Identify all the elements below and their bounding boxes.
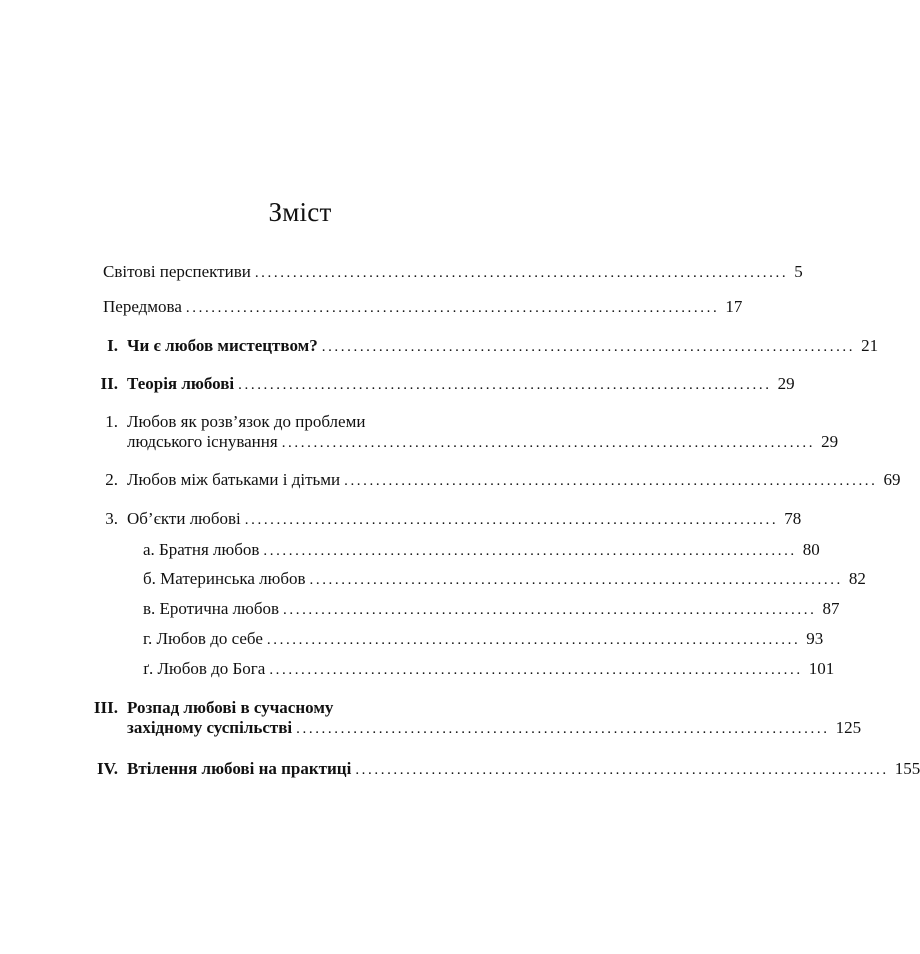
toc-page-number: 5 [794,262,803,281]
toc-entry-section-1[interactable] [127,430,839,454]
toc-page-number: 78 [784,509,802,528]
toc-section-number: 1. [105,412,118,431]
toc-entry-subsection-v[interactable] [143,597,840,621]
dot-leader: .................................................................................... [296,721,830,737]
toc-page-number: 80 [802,540,820,559]
toc-page-number: 87 [822,599,840,618]
toc-page-number: 17 [725,297,743,316]
dot-leader: .................................................................................... [281,435,816,451]
dot-leader: .................................................................................... [266,632,801,648]
toc-page-number: 101 [808,659,835,678]
dot-leader: .................................................................................... [355,762,889,778]
toc-page-number: 29 [821,432,839,451]
dot-leader: .................................................................................... [244,512,779,528]
dot-leader: .................................................................................... [321,339,856,355]
toc-entry-chapter-4[interactable] [127,757,920,781]
toc-entry-section-3[interactable] [127,507,802,531]
dot-leader: .................................................................................... [344,473,878,489]
toc-label: західному суспільстві [127,718,293,737]
toc-entry-section-2[interactable] [127,468,901,492]
toc-page-number: 82 [848,569,866,588]
dot-leader: .................................................................................... [309,572,843,588]
toc-label: Світові перспективи [103,262,251,281]
toc-label: Любов між батьками і дітьми [127,470,341,489]
toc-label: Передмова [103,297,182,316]
toc-chapter-number: III. [93,698,118,717]
toc-label: Чи є любов мистецтвом? [127,336,318,355]
dot-leader: .................................................................................... [283,602,817,618]
toc-chapter-number: IV. [97,759,118,778]
toc-label: ґ. Любов до Бога [143,659,266,678]
toc-section-number: 2. [105,470,118,489]
toc-label: Об’єкти любові [127,509,241,528]
toc-label: а. Братня любов [143,540,260,559]
toc-label-line1: Любов як розв’язок до проблеми [127,412,366,431]
toc-section-number: 3. [105,509,118,528]
toc-label: в. Еротична любов [143,599,280,618]
page-title: Зміст [268,197,332,227]
dot-leader: .................................................................................... [254,265,789,281]
toc-chapter-number: I. [107,336,118,355]
dot-leader: .................................................................................... [269,662,803,678]
toc-label: людського існування [127,432,278,451]
toc-entry-world-perspectives[interactable] [103,260,803,284]
toc-entry-chapter-1[interactable] [127,334,879,358]
toc-page-number: 125 [835,718,862,737]
toc-page-number: 69 [883,470,901,489]
toc-entry-subsection-b[interactable] [143,567,866,591]
toc-page-number: 155 [894,759,920,778]
toc-entry-subsection-g[interactable] [143,657,835,681]
toc-entry-chapter-2[interactable] [127,372,795,396]
dot-leader: .................................................................................... [185,300,720,316]
toc-page-number: 93 [806,629,824,648]
toc-label: б. Материнська любов [143,569,306,588]
toc-entry-subsection-h[interactable] [143,627,824,651]
toc-page-number: 29 [777,374,795,393]
toc-entry-subsection-a[interactable] [143,538,820,562]
toc-page-number: 21 [861,336,879,355]
toc-label-line1: Розпад любові в сучасному [127,698,334,717]
toc-label: г. Любов до себе [143,629,263,648]
toc-label: Теорія любові [127,374,235,393]
toc-entry-chapter-3[interactable] [127,716,862,740]
toc-label: Втілення любові на практиці [127,759,352,778]
toc-chapter-number: II. [100,374,118,393]
toc-entry-preface[interactable] [103,295,743,319]
dot-leader: .................................................................................... [263,543,797,559]
dot-leader: .................................................................................... [238,377,772,393]
